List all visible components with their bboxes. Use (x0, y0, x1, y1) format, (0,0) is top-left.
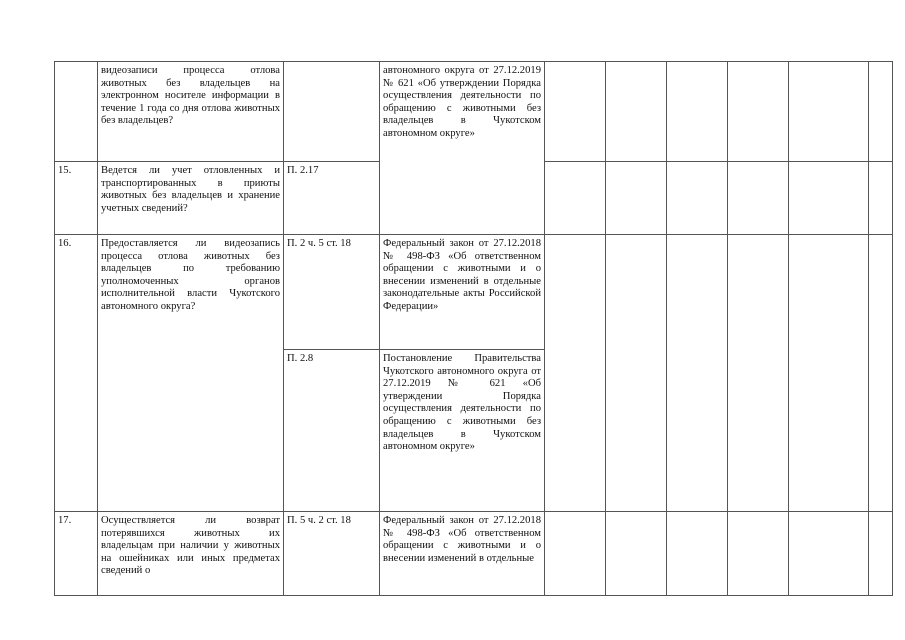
answer-cell (667, 512, 728, 596)
reference-cell: П. 5 ч. 2 ст. 18 (284, 512, 380, 596)
note-cell (789, 235, 869, 512)
answer-cell (728, 512, 789, 596)
law-cell: Федеральный закон от 27.12.2018 № 498-ФЗ «Об ответственном обращении с животными и о внесении изменений в отдельные (380, 512, 545, 596)
extra-cell (869, 62, 893, 162)
row-number-cell (55, 62, 98, 162)
row-number-cell: 15. (55, 162, 98, 235)
extra-cell (869, 512, 893, 596)
table-row-continued (55, 62, 893, 162)
answer-cell (728, 62, 789, 162)
row-number-cell: 16. (55, 235, 98, 512)
checklist-table (54, 61, 893, 596)
reference-cell: П. 2.8 (284, 350, 380, 512)
answer-cell (606, 162, 667, 235)
row-number-cell: 17. (55, 512, 98, 596)
answer-cell (545, 162, 606, 235)
answer-cell (606, 235, 667, 512)
answer-cell (545, 62, 606, 162)
answer-cell (728, 162, 789, 235)
question-cell: Ведется ли учет отловленных и транспортированных в приюты животных без владельцев и хранение учетных сведений? (98, 162, 284, 235)
answer-cell (606, 62, 667, 162)
reference-cell: П. 2.17 (284, 162, 380, 235)
question-cell: Предоставляется ли видеозапись процесса отлова животных без владельцев по требованию уполномоченных органов исполнительной власти Чукотского автономного округа? (98, 235, 284, 512)
note-cell (789, 512, 869, 596)
extra-cell (869, 235, 893, 512)
reference-cell: П. 2 ч. 5 ст. 18 (284, 235, 380, 350)
table-row-16 (55, 235, 893, 350)
law-cell: Федеральный закон от 27.12.2018 № 498-ФЗ «Об ответственном обращении с животными и о внесении изменений в отдельные законодательные акты Российской Федерации» (380, 235, 545, 350)
reference-cell (284, 62, 380, 162)
answer-cell (545, 512, 606, 596)
table-row-17 (55, 512, 893, 596)
answer-cell (606, 512, 667, 596)
law-cell: автономного округа от 27.12.2019 № 621 «Об утверждении Порядка осуществления деятельности по обращению с животными без владельцев в Чукотском автономном округе» (380, 62, 545, 235)
answer-cell (545, 235, 606, 512)
answer-cell (667, 235, 728, 512)
law-cell: Постановление Правительства Чукотского автономного округа от 27.12.2019 № 621 «Об утверждении Порядка осуществления деятельности по обращению с животными без владельцев в Чукотском автономном округе» (380, 350, 545, 512)
answer-cell (728, 235, 789, 512)
answer-cell (667, 62, 728, 162)
question-cell: видеозаписи процесса отлова животных без владельцев на электронном носителе информации в течение 1 года со дня отлова животных без владельцев? (98, 62, 284, 162)
note-cell (789, 162, 869, 235)
extra-cell (869, 162, 893, 235)
question-cell: Осуществляется ли возврат потерявшихся животных их владельцам при наличии у животных на ошейниках или иных предметах сведений о (98, 512, 284, 596)
answer-cell (667, 162, 728, 235)
note-cell (789, 62, 869, 162)
